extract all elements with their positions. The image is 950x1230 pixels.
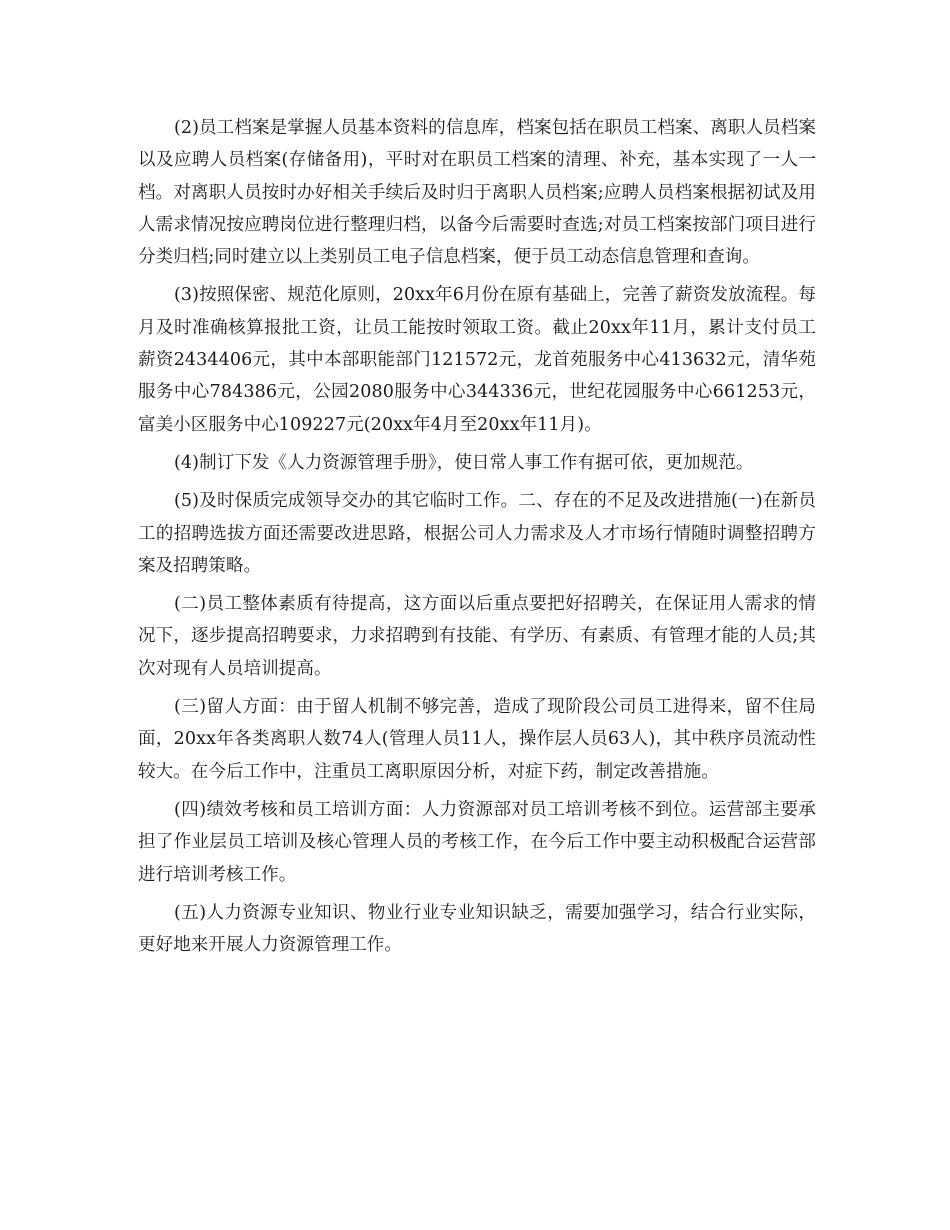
- paragraph-hr-manual: (4)制订下发《人力资源管理手册》，使日常人事工作有据可依，更加规范。: [174, 452, 754, 473]
- paragraph-recruitment: (5)及时保质完成领导交办的其它临时工作。二、存在的不足及改进措施(一)在新员工的招聘选拔方面还需要改进思路，根据公司人力需求及人才市场行情随时调整招聘方案及招聘策略。: [138, 491, 816, 576]
- paragraph-performance-training: (四)绩效考核和员工培训方面：人力资源部对员工培训考核不到位。运营部主要承担了作业层员工培训及核心管理人员的考核工作，在今后工作中要主动积极配合运营部进行培训考核工作。: [138, 799, 816, 885]
- paragraph-payroll: (3)按照保密、规范化原则，20xx年6月份在原有基础上，完善了薪资发放流程。每月及时准确核算报批工资，让员工能按时领取工资。截止20xx年11月，累计支付员工薪资2434406元，其中本部职能部门121572元，龙首苑服务中心413632元，清华苑服务中心784386元，公园2080服务中心344336元，世纪花园服务中心661253元，富美小区服务中心109227元(20xx年4月至20xx年11月)。: [138, 285, 816, 435]
- paragraph-employee-archives: (2)员工档案是掌握人员基本资料的信息库，档案包括在职员工档案、离职人员档案以及应聘人员档案(存储备用)，平时对在职员工档案的清理、补充，基本实现了一人一档。对离职人员按时办好相关手续后及时归于离职人员档案;应聘人员档案根据初试及用人需求情况按应聘岗位进行整理归档，以备今后需要时查选;对员工档案按部门项目进行分类归档;同时建立以上类别员工电子信息档案，便于员工动态信息管理和查询。: [138, 118, 816, 268]
- paragraph-staff-quality: (二)员工整体素质有待提高，这方面以后重点要把好招聘关，在保证用人需求的情况下，逐步提高招聘要求，力求招聘到有技能、有学历、有素质、有管理才能的人员;其次对现有人员培训提高。: [138, 594, 816, 679]
- paragraph-professional-knowledge: (五)人力资源专业知识、物业行业专业知识缺乏，需要加强学习，结合行业实际，更好地来开展人力资源管理工作。: [138, 902, 816, 956]
- paragraph-retention: (三)留人方面：由于留人机制不够完善，造成了现阶段公司员工进得来，留不住局面，20xx年各类离职人数74人(管理人员11人，操作层人员63人)，其中秩序员流动性较大。在今后工作中，注重员工离职原因分析，对症下药，制定改善措施。: [138, 697, 816, 782]
